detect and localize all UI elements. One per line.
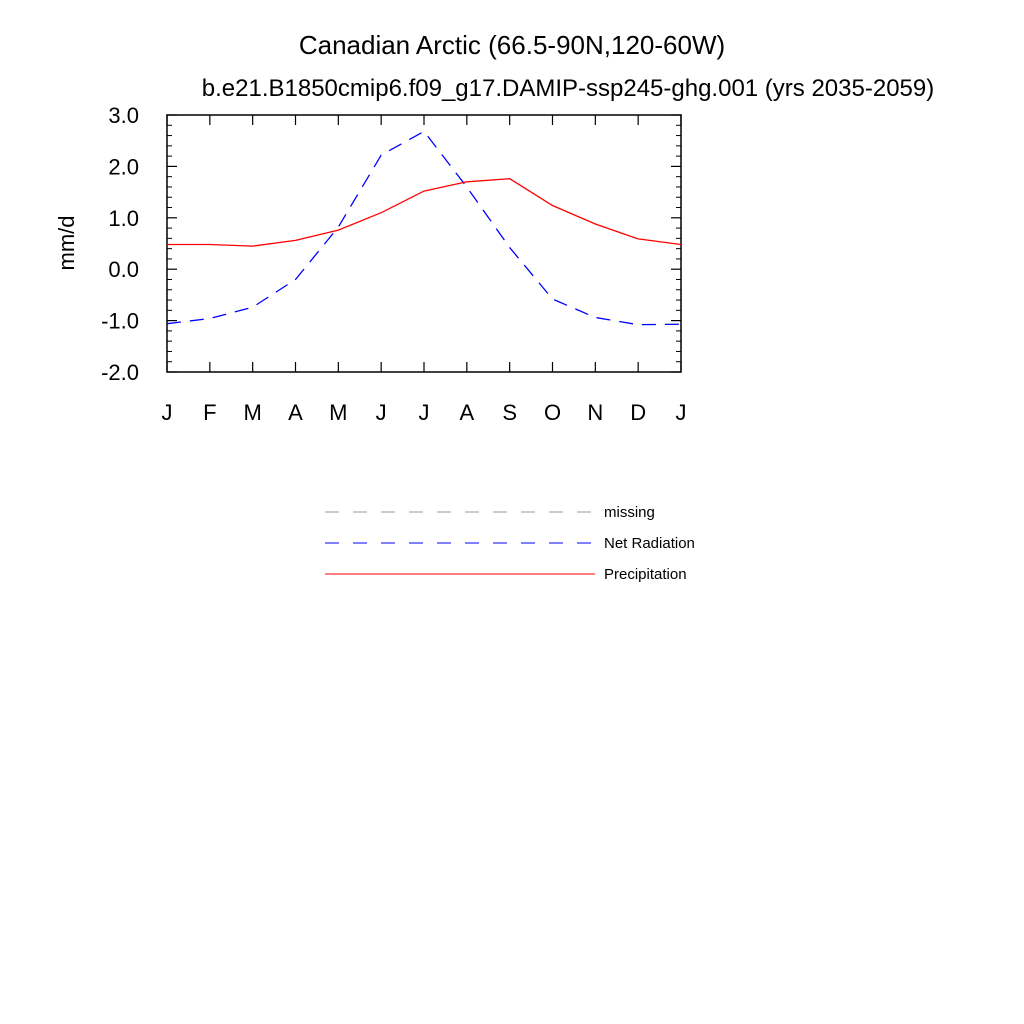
x-tick-label: M (243, 400, 262, 425)
axis-ticks (167, 115, 681, 372)
x-tick-label: O (543, 400, 562, 425)
y-tick-label: -1.0 (101, 308, 139, 334)
series-lines (167, 131, 681, 324)
x-tick-label: D (630, 400, 647, 425)
x-tick-label: M (329, 400, 348, 425)
legend (325, 504, 695, 583)
legend-label: Precipitation (604, 566, 687, 583)
x-tick-label: S (502, 400, 518, 425)
x-tick-label: A (459, 400, 475, 425)
x-tick-label: J (375, 400, 387, 425)
y-tick-label: 1.0 (108, 205, 139, 231)
x-tick-label: A (288, 400, 303, 425)
x-tick-label: J (161, 400, 173, 425)
y-tick-labels (101, 103, 139, 385)
legend-label: Net Radiation (604, 535, 695, 552)
y-tick-label: 0.0 (108, 257, 139, 283)
plot-frame (167, 115, 681, 372)
series-precipitation (167, 179, 681, 246)
chart-subtitle: b.e21.B1850cmip6.f09_g17.DAMIP-ssp245-ghg.001 (yrs 2035-2059) (201, 75, 935, 102)
x-tick-label: J (675, 400, 687, 425)
x-tick-label: F (203, 400, 217, 425)
y-tick-label: 3.0 (108, 103, 139, 128)
x-tick-label: J (418, 400, 430, 425)
chart-title: Canadian Arctic (66.5-90N,120-60W) (298, 30, 726, 60)
y-axis-label: mm/d (54, 215, 79, 271)
y-tick-label: -2.0 (101, 360, 139, 385)
y-tick-label: 2.0 (108, 154, 139, 180)
x-tick-label: N (587, 400, 604, 425)
legend-label: missing (604, 504, 655, 521)
x-tick-labels (162, 400, 687, 425)
series-net-radiation (167, 131, 681, 324)
